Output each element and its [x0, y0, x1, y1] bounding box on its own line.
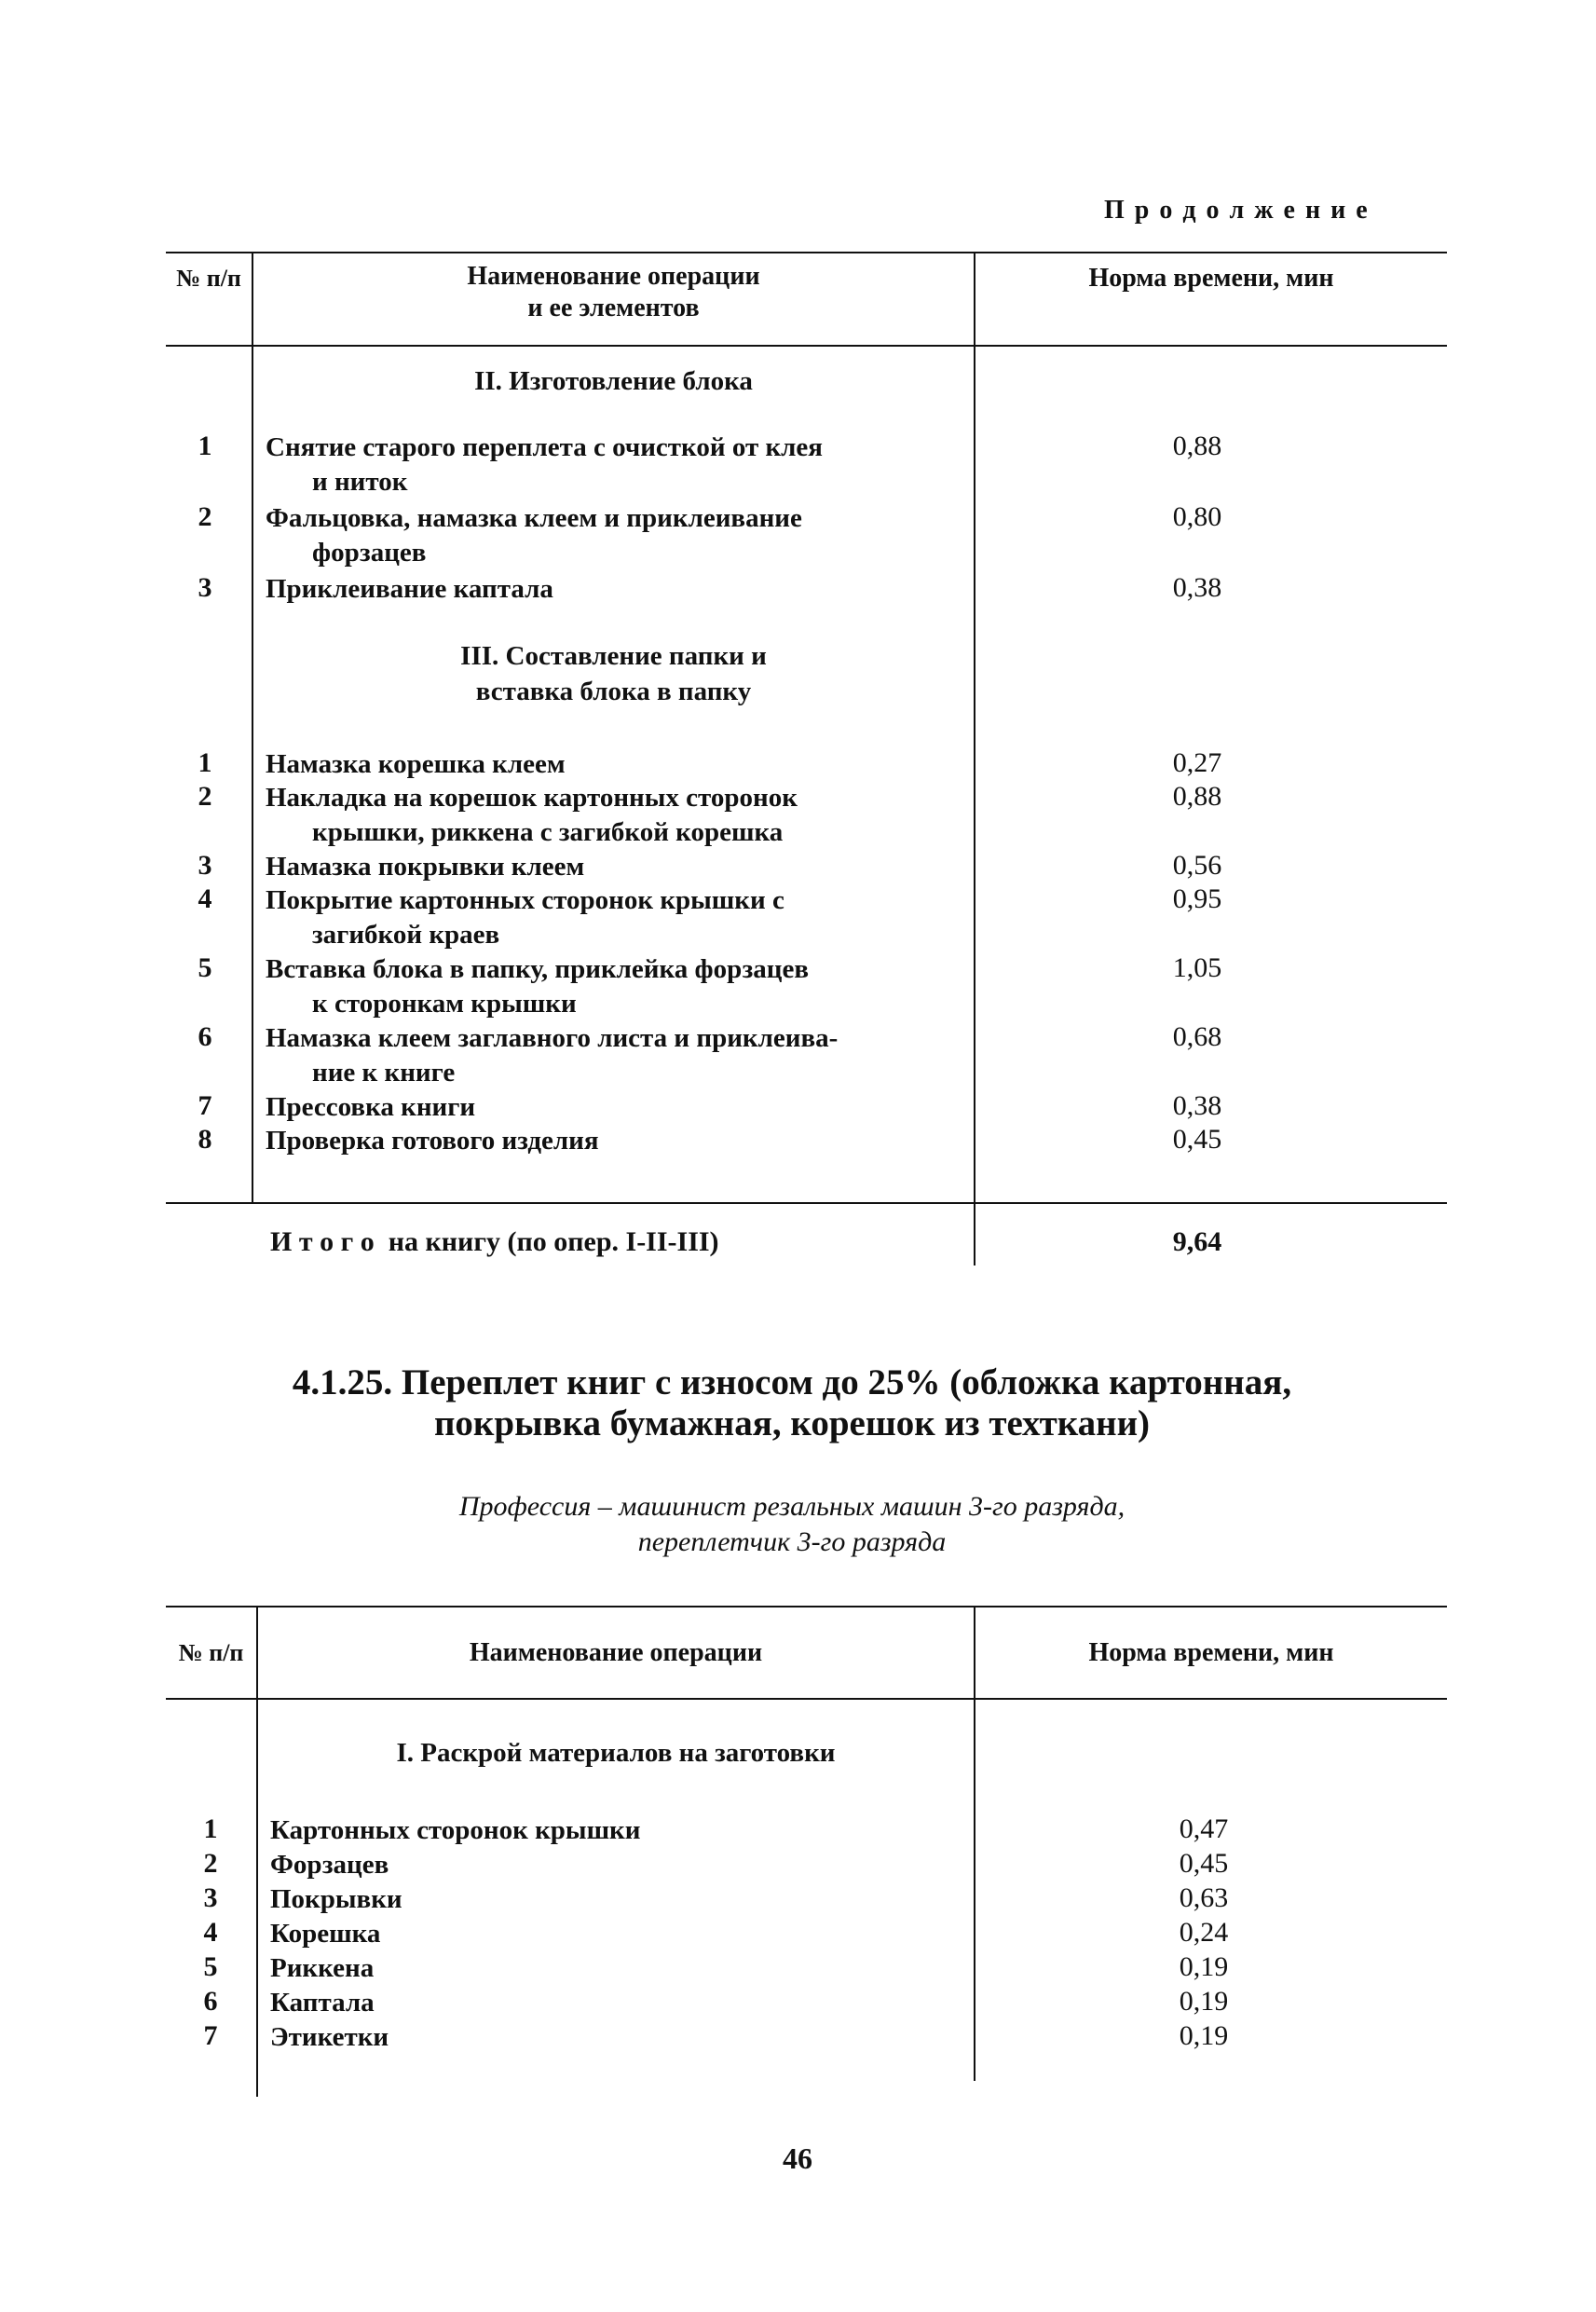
table-row-op: Корешка: [270, 1919, 381, 1949]
table-row-value: 1,05: [1172, 952, 1222, 983]
table-row-num: 6: [203, 1986, 218, 2017]
table-row-value: 0,38: [1172, 1090, 1222, 1121]
table-row-value: 0,56: [1172, 850, 1222, 881]
table-row-num: 4: [198, 883, 212, 914]
section3-title-line2: вставка блока в папку: [475, 677, 752, 706]
table-row-num: 6: [198, 1021, 212, 1052]
table-row-op: [266, 1090, 974, 1125]
op-line1: Накладка на корешок картонных сторонок: [266, 783, 798, 813]
table-row-op: [266, 572, 974, 607]
table-row-op: [266, 747, 974, 782]
table-row-num: 1: [198, 747, 212, 778]
table2-divider-2: [974, 1606, 975, 2081]
table2-section1-title: I. Раскрой материалов на заготовки: [396, 1738, 836, 1768]
table-row-op: [266, 501, 974, 570]
table-row-value: 0,27: [1172, 747, 1222, 778]
table-row-op: [266, 1124, 974, 1158]
table-row-num: 1: [198, 431, 212, 461]
op-line2: загибкой краев: [312, 920, 500, 950]
table-row-op: Картонных сторонок крышки: [270, 1815, 641, 1845]
table-row-op: Каптала: [270, 1988, 375, 2018]
table1-header-name: [253, 261, 974, 324]
table1-section3-title: [253, 638, 974, 709]
table-row-op: Этикетки: [270, 2022, 389, 2052]
table1-header-rule: [166, 345, 1447, 347]
table-row-num: 3: [203, 1882, 218, 1913]
section-heading-line2: покрывка бумажная, корешок из техткани): [433, 1403, 1151, 1443]
table-row-op: Риккена: [270, 1953, 375, 1983]
table-row-value: 0,80: [1172, 501, 1222, 532]
op-line2: крышки, риккена с загибкой корешка: [312, 817, 784, 847]
op-line1: Проверка готового изделия: [266, 1126, 599, 1156]
table1-bottom-rule: [166, 1202, 1447, 1204]
table1-top-rule: [166, 252, 1447, 253]
table-row-op: [266, 781, 974, 850]
table-row-value: 0,45: [1179, 1848, 1229, 1879]
table-row-value: 0,88: [1172, 781, 1222, 812]
table-row-num: 2: [198, 781, 212, 812]
op-line1: Снятие старого переплета с очисткой от клея: [266, 432, 823, 462]
op-line2: и ниток: [312, 467, 408, 497]
op-line1: Прессовка книги: [266, 1092, 476, 1122]
table-row-num: 5: [198, 952, 212, 983]
table-row-num: 8: [198, 1124, 212, 1155]
page-number: 46: [783, 2141, 812, 2175]
continuation-label: П р о д о л ж е н и е: [1104, 196, 1370, 225]
table-row-num: 7: [203, 2020, 218, 2051]
table-row-value: 0,19: [1179, 2020, 1229, 2051]
table-row-op: [266, 850, 974, 884]
table-row-value: 0,19: [1179, 1951, 1229, 1982]
table-row-value: 0,45: [1172, 1124, 1222, 1155]
table2-header-name: Наименование операции: [469, 1638, 763, 1667]
op-line1: Приклеивание каптала: [266, 574, 553, 604]
table-row-value: 0,63: [1179, 1882, 1229, 1913]
op-line1: Намазка корешка клеем: [266, 749, 566, 779]
section-heading: [140, 1362, 1444, 1444]
table1-header-name-line1: Наименование операции: [467, 262, 760, 291]
table-row-num: 5: [203, 1951, 218, 1982]
profession-note: [140, 1489, 1444, 1560]
table-row-value: 0,38: [1172, 572, 1222, 603]
table-row-op: Форзацев: [270, 1850, 389, 1880]
table-row-num: 3: [198, 850, 212, 881]
table-row-value: 0,88: [1172, 431, 1222, 461]
table-row-num: 1: [203, 1813, 218, 1844]
table1-header-name-line2: и ее элементов: [527, 294, 700, 322]
table-row-num: 4: [203, 1917, 218, 1948]
profession-line2: переплетчик 3-го разряда: [637, 1526, 947, 1557]
op-line2: к сторонкам крышки: [312, 989, 577, 1019]
table-row-op: [266, 1021, 974, 1090]
op-line2: форзацев: [312, 538, 427, 568]
table-row-value: 0,47: [1179, 1813, 1229, 1844]
table1-total-value: 9,64: [1172, 1226, 1222, 1257]
table-row-num: 3: [198, 572, 212, 603]
table2-header-norm: Норма времени, мин: [1088, 1638, 1334, 1667]
table-row-op: [266, 952, 974, 1021]
table-row-value: 0,19: [1179, 1986, 1229, 2017]
table1-header-norm: Норма времени, мин: [1088, 264, 1334, 293]
op-line1: Намазка клеем заглавного листа и приклеива-: [266, 1023, 839, 1053]
table-row-num: 2: [203, 1848, 218, 1879]
table2-top-rule: [166, 1606, 1447, 1607]
table-row-value: 0,95: [1172, 883, 1222, 914]
table-row-value: 0,68: [1172, 1021, 1222, 1052]
table-row-value: 0,24: [1179, 1917, 1229, 1948]
op-line1: Намазка покрывки клеем: [266, 852, 585, 882]
table2-divider-1: [256, 1606, 258, 2097]
op-line1: Вставка блока в папку, приклейка форзацев: [266, 954, 809, 984]
table-row-op: [266, 883, 974, 952]
table-row-num: 7: [198, 1090, 212, 1121]
table1-header-num: № п/п: [176, 265, 241, 292]
table2-header-rule: [166, 1698, 1447, 1700]
table-row-op: [266, 431, 974, 499]
table-row-op: Покрывки: [270, 1884, 402, 1914]
table-row-num: 2: [198, 501, 212, 532]
op-line1: Покрытие картонных сторонок крышки с: [266, 885, 784, 915]
profession-line1: Профессия – машинист резальных машин 3-го разряда,: [458, 1491, 1125, 1522]
table1-section2-title: II. Изготовление блока: [474, 366, 753, 396]
table2-header-num: № п/п: [178, 1639, 244, 1666]
section3-title-line1: III. Составление папки и: [460, 641, 767, 671]
op-line2: ние к книге: [312, 1058, 456, 1088]
section-heading-line1: 4.1.25. Переплет книг с износом до 25% (обложка картонная,: [292, 1362, 1292, 1402]
table1-divider-2: [974, 252, 975, 1265]
table1-total-label: И т о г о на книгу (по опер. I-II-III): [270, 1226, 719, 1257]
op-line1: Фальцовка, намазка клеем и приклеивание: [266, 503, 802, 533]
